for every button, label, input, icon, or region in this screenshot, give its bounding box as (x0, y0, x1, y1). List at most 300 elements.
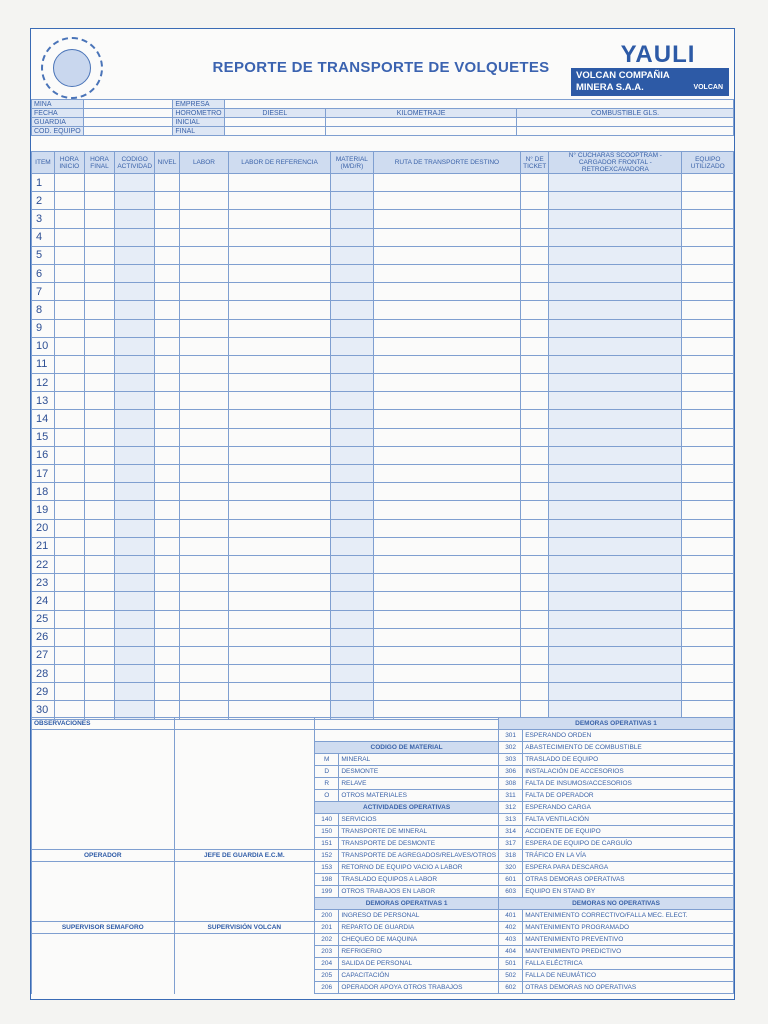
grid-cell[interactable] (84, 592, 115, 610)
grid-cell[interactable] (84, 355, 115, 373)
grid-cell[interactable] (54, 174, 84, 192)
grid-cell[interactable] (54, 210, 84, 228)
grid-cell[interactable] (54, 374, 84, 392)
grid-cell[interactable] (179, 319, 228, 337)
grid-cell[interactable] (373, 319, 520, 337)
grid-cell[interactable] (155, 665, 180, 683)
grid-cell[interactable] (521, 192, 549, 210)
grid-cell[interactable] (54, 192, 84, 210)
signature-area[interactable] (174, 754, 315, 766)
grid-cell[interactable] (179, 628, 228, 646)
grid-cell[interactable] (155, 519, 180, 537)
grid-cell[interactable] (115, 337, 155, 355)
grid-cell[interactable] (549, 592, 682, 610)
signature-area[interactable] (174, 934, 315, 946)
grid-cell[interactable] (331, 301, 374, 319)
grid-cell[interactable] (373, 465, 520, 483)
grid-cell[interactable] (373, 665, 520, 683)
signature-area[interactable] (32, 946, 175, 958)
grid-cell[interactable] (228, 446, 330, 464)
grid-cell[interactable] (521, 483, 549, 501)
grid-cell[interactable] (155, 301, 180, 319)
grid-cell[interactable] (54, 665, 84, 683)
grid-cell[interactable] (115, 465, 155, 483)
grid-cell[interactable] (155, 483, 180, 501)
signature-area[interactable] (174, 862, 315, 874)
signature-area[interactable] (174, 898, 315, 910)
grid-cell[interactable] (228, 355, 330, 373)
grid-cell[interactable] (549, 574, 682, 592)
grid-cell[interactable] (84, 246, 115, 264)
grid-cell[interactable] (549, 192, 682, 210)
grid-cell[interactable] (682, 501, 734, 519)
grid-cell[interactable] (84, 228, 115, 246)
grid-cell[interactable] (84, 410, 115, 428)
grid-cell[interactable] (682, 555, 734, 573)
grid-cell[interactable] (155, 428, 180, 446)
grid-cell[interactable] (228, 428, 330, 446)
grid-cell[interactable] (549, 392, 682, 410)
grid-cell[interactable] (84, 665, 115, 683)
grid-cell[interactable] (228, 410, 330, 428)
grid-cell[interactable] (179, 410, 228, 428)
signature-area[interactable] (174, 838, 315, 850)
grid-cell[interactable] (179, 574, 228, 592)
grid-cell[interactable] (54, 610, 84, 628)
grid-cell[interactable] (521, 410, 549, 428)
grid-cell[interactable] (373, 192, 520, 210)
grid-cell[interactable] (549, 683, 682, 701)
grid-cell[interactable] (155, 555, 180, 573)
grid-cell[interactable] (179, 446, 228, 464)
grid-cell[interactable] (373, 246, 520, 264)
grid-cell[interactable] (373, 574, 520, 592)
fecha-field[interactable] (83, 109, 172, 118)
grid-cell[interactable] (549, 319, 682, 337)
grid-cell[interactable] (228, 246, 330, 264)
grid-cell[interactable] (373, 301, 520, 319)
grid-cell[interactable] (115, 428, 155, 446)
grid-cell[interactable] (682, 355, 734, 373)
grid-cell[interactable] (84, 301, 115, 319)
grid-cell[interactable] (373, 592, 520, 610)
signature-area[interactable] (32, 742, 175, 754)
grid-cell[interactable] (179, 228, 228, 246)
grid-cell[interactable] (84, 210, 115, 228)
signature-area[interactable] (174, 790, 315, 802)
grid-cell[interactable] (521, 683, 549, 701)
grid-cell[interactable] (331, 210, 374, 228)
grid-cell[interactable] (155, 683, 180, 701)
grid-cell[interactable] (84, 446, 115, 464)
grid-cell[interactable] (682, 628, 734, 646)
signature-area[interactable] (32, 730, 175, 742)
grid-cell[interactable] (549, 210, 682, 228)
grid-cell[interactable] (228, 465, 330, 483)
signature-area[interactable] (32, 814, 175, 826)
signature-area[interactable] (174, 778, 315, 790)
grid-cell[interactable] (155, 374, 180, 392)
grid-cell[interactable] (521, 210, 549, 228)
grid-cell[interactable] (331, 446, 374, 464)
grid-cell[interactable] (331, 428, 374, 446)
grid-cell[interactable] (228, 501, 330, 519)
grid-cell[interactable] (179, 301, 228, 319)
signature-area[interactable] (32, 898, 175, 910)
grid-cell[interactable] (549, 264, 682, 282)
grid-cell[interactable] (549, 446, 682, 464)
grid-cell[interactable] (228, 592, 330, 610)
grid-cell[interactable] (84, 555, 115, 573)
grid-cell[interactable] (331, 319, 374, 337)
grid-cell[interactable] (549, 501, 682, 519)
grid-cell[interactable] (228, 283, 330, 301)
grid-cell[interactable] (521, 337, 549, 355)
grid-cell[interactable] (682, 465, 734, 483)
grid-cell[interactable] (179, 665, 228, 683)
grid-cell[interactable] (84, 392, 115, 410)
grid-cell[interactable] (228, 174, 330, 192)
grid-cell[interactable] (373, 610, 520, 628)
grid-cell[interactable] (155, 446, 180, 464)
grid-cell[interactable] (155, 228, 180, 246)
grid-cell[interactable] (373, 210, 520, 228)
grid-cell[interactable] (549, 246, 682, 264)
inicial-field[interactable] (224, 118, 325, 127)
grid-cell[interactable] (228, 301, 330, 319)
signature-area[interactable] (32, 754, 175, 766)
signature-area[interactable] (174, 958, 315, 970)
grid-cell[interactable] (521, 228, 549, 246)
final-field[interactable] (224, 127, 325, 136)
grid-cell[interactable] (155, 283, 180, 301)
grid-cell[interactable] (682, 483, 734, 501)
grid-cell[interactable] (115, 555, 155, 573)
grid-cell[interactable] (54, 301, 84, 319)
grid-cell[interactable] (54, 428, 84, 446)
grid-cell[interactable] (549, 465, 682, 483)
grid-cell[interactable] (179, 592, 228, 610)
grid-cell[interactable] (331, 501, 374, 519)
grid-cell[interactable] (228, 228, 330, 246)
grid-cell[interactable] (682, 592, 734, 610)
grid-cell[interactable] (228, 483, 330, 501)
cod-equipo-field[interactable] (83, 127, 172, 136)
grid-cell[interactable] (682, 210, 734, 228)
grid-cell[interactable] (84, 283, 115, 301)
grid-cell[interactable] (54, 592, 84, 610)
grid-cell[interactable] (682, 646, 734, 664)
signature-area[interactable] (32, 778, 175, 790)
grid-cell[interactable] (84, 192, 115, 210)
grid-cell[interactable] (179, 337, 228, 355)
grid-cell[interactable] (155, 501, 180, 519)
grid-cell[interactable] (373, 628, 520, 646)
grid-cell[interactable] (54, 465, 84, 483)
grid-cell[interactable] (54, 483, 84, 501)
grid-cell[interactable] (521, 301, 549, 319)
grid-cell[interactable] (373, 174, 520, 192)
grid-cell[interactable] (54, 537, 84, 555)
grid-cell[interactable] (549, 355, 682, 373)
grid-cell[interactable] (179, 210, 228, 228)
grid-cell[interactable] (521, 592, 549, 610)
grid-cell[interactable] (682, 283, 734, 301)
grid-cell[interactable] (179, 264, 228, 282)
grid-cell[interactable] (54, 446, 84, 464)
grid-cell[interactable] (521, 574, 549, 592)
signature-area[interactable] (174, 886, 315, 898)
signature-area[interactable] (32, 886, 175, 898)
signature-area[interactable] (174, 766, 315, 778)
grid-cell[interactable] (155, 264, 180, 282)
signature-area[interactable] (32, 874, 175, 886)
grid-cell[interactable] (179, 355, 228, 373)
grid-cell[interactable] (682, 174, 734, 192)
signature-area[interactable] (32, 802, 175, 814)
grid-cell[interactable] (54, 228, 84, 246)
grid-cell[interactable] (179, 192, 228, 210)
grid-cell[interactable] (549, 519, 682, 537)
grid-cell[interactable] (682, 574, 734, 592)
grid-cell[interactable] (373, 283, 520, 301)
grid-cell[interactable] (682, 610, 734, 628)
grid-cell[interactable] (115, 646, 155, 664)
grid-cell[interactable] (179, 555, 228, 573)
signature-area[interactable] (174, 970, 315, 982)
grid-cell[interactable] (228, 337, 330, 355)
signature-area[interactable] (174, 946, 315, 958)
grid-cell[interactable] (155, 574, 180, 592)
grid-cell[interactable] (682, 392, 734, 410)
grid-cell[interactable] (682, 228, 734, 246)
grid-cell[interactable] (373, 428, 520, 446)
grid-cell[interactable] (373, 683, 520, 701)
grid-cell[interactable] (373, 555, 520, 573)
grid-cell[interactable] (521, 628, 549, 646)
grid-cell[interactable] (373, 501, 520, 519)
grid-cell[interactable] (549, 428, 682, 446)
grid-cell[interactable] (84, 483, 115, 501)
grid-cell[interactable] (228, 264, 330, 282)
grid-cell[interactable] (84, 428, 115, 446)
grid-cell[interactable] (179, 174, 228, 192)
grid-cell[interactable] (228, 519, 330, 537)
grid-cell[interactable] (179, 392, 228, 410)
grid-cell[interactable] (84, 264, 115, 282)
grid-cell[interactable] (179, 537, 228, 555)
grid-cell[interactable] (54, 501, 84, 519)
grid-cell[interactable] (115, 592, 155, 610)
grid-cell[interactable] (682, 683, 734, 701)
grid-cell[interactable] (331, 374, 374, 392)
empresa-field[interactable] (224, 100, 733, 109)
grid-cell[interactable] (373, 646, 520, 664)
grid-cell[interactable] (54, 555, 84, 573)
grid-cell[interactable] (228, 683, 330, 701)
grid-cell[interactable] (521, 246, 549, 264)
grid-cell[interactable] (115, 446, 155, 464)
signature-area[interactable] (32, 766, 175, 778)
grid-cell[interactable] (373, 264, 520, 282)
grid-cell[interactable] (84, 174, 115, 192)
grid-cell[interactable] (84, 610, 115, 628)
guardia-field[interactable] (83, 118, 172, 127)
signature-area[interactable] (32, 790, 175, 802)
grid-cell[interactable] (521, 392, 549, 410)
grid-cell[interactable] (549, 483, 682, 501)
grid-cell[interactable] (331, 264, 374, 282)
grid-cell[interactable] (54, 264, 84, 282)
grid-cell[interactable] (115, 483, 155, 501)
grid-cell[interactable] (228, 628, 330, 646)
grid-cell[interactable] (373, 519, 520, 537)
grid-cell[interactable] (54, 628, 84, 646)
grid-cell[interactable] (115, 246, 155, 264)
grid-cell[interactable] (373, 483, 520, 501)
grid-cell[interactable] (682, 519, 734, 537)
grid-cell[interactable] (84, 319, 115, 337)
grid-cell[interactable] (373, 392, 520, 410)
grid-cell[interactable] (115, 610, 155, 628)
grid-cell[interactable] (54, 319, 84, 337)
grid-cell[interactable] (115, 355, 155, 373)
grid-cell[interactable] (682, 665, 734, 683)
grid-cell[interactable] (84, 574, 115, 592)
grid-cell[interactable] (179, 428, 228, 446)
grid-cell[interactable] (115, 683, 155, 701)
grid-cell[interactable] (228, 374, 330, 392)
grid-cell[interactable] (84, 465, 115, 483)
grid-cell[interactable] (521, 319, 549, 337)
grid-cell[interactable] (54, 283, 84, 301)
grid-cell[interactable] (228, 192, 330, 210)
grid-cell[interactable] (373, 446, 520, 464)
grid-cell[interactable] (521, 610, 549, 628)
grid-cell[interactable] (84, 537, 115, 555)
grid-cell[interactable] (155, 392, 180, 410)
grid-cell[interactable] (682, 301, 734, 319)
grid-cell[interactable] (521, 446, 549, 464)
grid-cell[interactable] (331, 646, 374, 664)
grid-cell[interactable] (155, 337, 180, 355)
grid-cell[interactable] (84, 683, 115, 701)
grid-cell[interactable] (682, 319, 734, 337)
grid-cell[interactable] (682, 410, 734, 428)
grid-cell[interactable] (331, 555, 374, 573)
grid-cell[interactable] (155, 592, 180, 610)
grid-cell[interactable] (84, 628, 115, 646)
comb-final-field[interactable] (517, 127, 734, 136)
grid-cell[interactable] (682, 374, 734, 392)
signature-area[interactable] (174, 910, 315, 922)
grid-cell[interactable] (228, 319, 330, 337)
grid-cell[interactable] (373, 374, 520, 392)
grid-cell[interactable] (331, 174, 374, 192)
mina-field[interactable] (83, 100, 172, 109)
grid-cell[interactable] (54, 246, 84, 264)
grid-cell[interactable] (228, 610, 330, 628)
grid-cell[interactable] (54, 355, 84, 373)
grid-cell[interactable] (331, 628, 374, 646)
grid-cell[interactable] (521, 555, 549, 573)
grid-cell[interactable] (521, 519, 549, 537)
grid-cell[interactable] (521, 646, 549, 664)
signature-area[interactable] (174, 826, 315, 838)
grid-cell[interactable] (682, 246, 734, 264)
grid-cell[interactable] (179, 483, 228, 501)
grid-cell[interactable] (682, 446, 734, 464)
grid-cell[interactable] (84, 646, 115, 664)
grid-cell[interactable] (115, 374, 155, 392)
signature-area[interactable] (32, 958, 175, 970)
grid-cell[interactable] (228, 665, 330, 683)
grid-cell[interactable] (179, 610, 228, 628)
grid-cell[interactable] (521, 355, 549, 373)
signature-area[interactable] (174, 742, 315, 754)
grid-cell[interactable] (521, 665, 549, 683)
grid-cell[interactable] (373, 410, 520, 428)
grid-cell[interactable] (155, 646, 180, 664)
grid-cell[interactable] (115, 228, 155, 246)
signature-area[interactable] (32, 862, 175, 874)
signature-area[interactable] (174, 730, 315, 742)
grid-cell[interactable] (549, 628, 682, 646)
grid-cell[interactable] (155, 192, 180, 210)
grid-cell[interactable] (373, 337, 520, 355)
km-inicial-field[interactable] (326, 118, 517, 127)
grid-cell[interactable] (331, 355, 374, 373)
grid-cell[interactable] (54, 337, 84, 355)
grid-cell[interactable] (115, 301, 155, 319)
grid-cell[interactable] (115, 192, 155, 210)
grid-cell[interactable] (682, 537, 734, 555)
grid-cell[interactable] (115, 174, 155, 192)
grid-cell[interactable] (682, 428, 734, 446)
signature-area[interactable] (32, 982, 175, 994)
grid-cell[interactable] (84, 501, 115, 519)
grid-cell[interactable] (549, 228, 682, 246)
km-final-field[interactable] (326, 127, 517, 136)
grid-cell[interactable] (682, 264, 734, 282)
grid-cell[interactable] (155, 246, 180, 264)
grid-cell[interactable] (331, 665, 374, 683)
signature-area[interactable] (32, 826, 175, 838)
grid-cell[interactable] (179, 646, 228, 664)
signature-area[interactable] (32, 934, 175, 946)
grid-cell[interactable] (179, 501, 228, 519)
grid-cell[interactable] (521, 374, 549, 392)
grid-cell[interactable] (115, 392, 155, 410)
grid-cell[interactable] (179, 374, 228, 392)
grid-cell[interactable] (179, 246, 228, 264)
grid-cell[interactable] (228, 392, 330, 410)
grid-cell[interactable] (115, 410, 155, 428)
grid-cell[interactable] (331, 537, 374, 555)
grid-cell[interactable] (155, 537, 180, 555)
grid-cell[interactable] (155, 610, 180, 628)
grid-cell[interactable] (115, 283, 155, 301)
grid-cell[interactable] (521, 283, 549, 301)
grid-cell[interactable] (115, 210, 155, 228)
grid-cell[interactable] (54, 646, 84, 664)
grid-cell[interactable] (549, 374, 682, 392)
grid-cell[interactable] (54, 519, 84, 537)
grid-cell[interactable] (155, 355, 180, 373)
grid-cell[interactable] (521, 264, 549, 282)
grid-cell[interactable] (682, 337, 734, 355)
grid-cell[interactable] (331, 683, 374, 701)
